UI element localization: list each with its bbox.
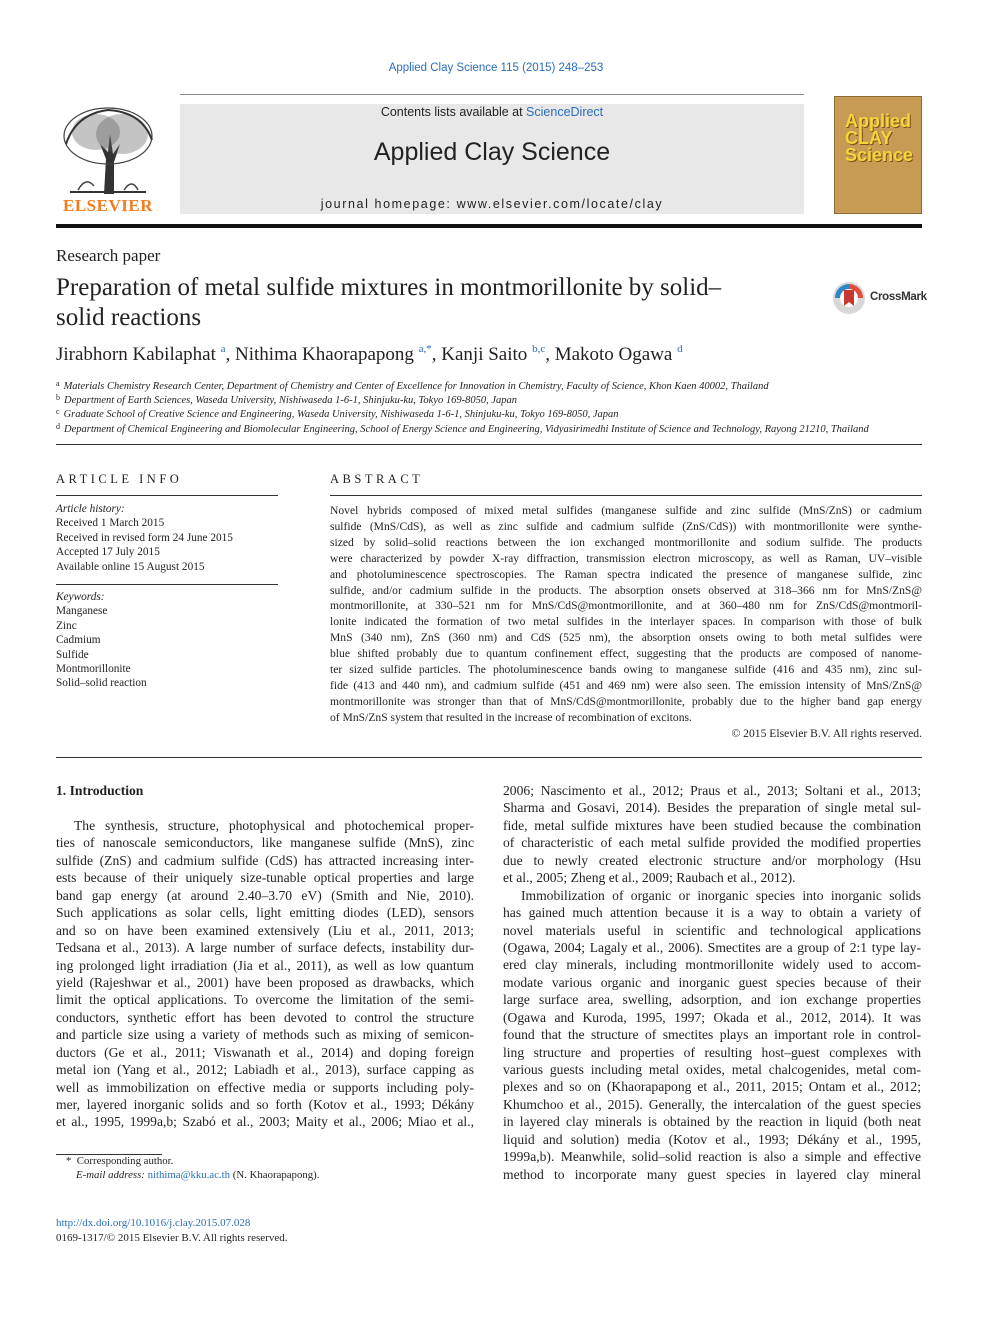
- body-column-right: [503, 782, 921, 1183]
- abstract-line: and photoluminescence spectroscopies. The Raman spectra indicated the presence of manganese sulfide, zinc: [330, 567, 922, 581]
- history-label: Article history:: [56, 503, 125, 515]
- body-line: Khumchoo et al., 2015). Generally, the intercalation of the guest species: [503, 1096, 921, 1112]
- header-thick-rule: [56, 224, 922, 228]
- body-line: ered clay minerals, including montmorillonite widely used to accom-: [503, 957, 921, 973]
- body-line: various guests including metal oxides, metal chalcogenides, metal com-: [503, 1062, 921, 1077]
- body-line: (Ogawa, 2004; Lagaly et al., 2006). Smectites are a group of 2:1 type lay-: [503, 939, 921, 955]
- body-line: well as immobilization on effective media or supports including poly-: [56, 1079, 474, 1095]
- affiliation: [56, 420, 936, 437]
- abstract-line: sized by solid–solid reactions between the ion exchanged montmorillonite and sodium sulfide. The products: [330, 535, 922, 549]
- body-line: and particle size using a variety of methods such as mixing of semicon-: [56, 1027, 474, 1043]
- affiliation-text: Department of Chemical Engineering and Biomolecular Engineering, School of Energy Science and Engineering, Vidyasirimedhi Institute of Science and Technology, Rayong 21210, Thailand: [64, 424, 869, 435]
- body-line: et al., 1995, 1999a,b; Szabó et al., 2003; Maity et al., 2006; Miao et al.,: [56, 1114, 474, 1130]
- contents-available-line: [180, 105, 804, 119]
- abstract-line: montmorillonite, at 330–521 nm for MnS/CdS@montmorillonite, and at 360–480 nm for ZnS/CdS@montmoril-: [330, 599, 922, 613]
- author-name: Jirabhorn Kabilaphat: [56, 344, 216, 365]
- body-line: Such applications as solar cells, light emitting diodes (LED), sensors: [56, 905, 474, 921]
- contents-prefix: Contents lists available at: [380, 105, 527, 119]
- abstract-line: fide (413 and 440 nm), and cadmium sulfide (451 and 469 nm) were also seen. The emission intensity of MnS/ZnS@: [330, 678, 922, 692]
- corresponding-author-note: * Corresponding author.: [66, 1155, 174, 1167]
- article-info-rule: [56, 495, 278, 496]
- body-line: metal ion (Yang et al., 2012; Labiadh et al., 2013), surface capping as: [56, 1062, 474, 1078]
- body-line: (Ogawa and Kuroda, 1995, 1997; Okada et al., 2012, 2014). It was: [503, 1009, 921, 1025]
- keyword: Sulfide: [56, 648, 89, 661]
- keywords-label: Keywords:: [56, 591, 105, 603]
- body-line: sulfide (ZnS) and cadmium sulfide (CdS) has attracted increasing inter-: [56, 852, 474, 868]
- history-item: Received 1 March 2015: [56, 517, 165, 530]
- body-line: and so on have been examined extensively (Liu et al., 2011, 2013;: [56, 922, 474, 938]
- cover-title-line: Science: [845, 145, 914, 165]
- title-line: solid reactions: [56, 304, 202, 331]
- elsevier-wordmark: ELSEVIER: [63, 196, 153, 215]
- body-line: ties of nanoscale semiconductors, like manganese sulfide (MnS), zinc: [56, 835, 474, 851]
- homepage-url[interactable]: www.elsevier.com/locate/clay: [456, 197, 664, 211]
- body-line: 1999a,b). Meanwhile, solid–solid reaction is also a simple and effective: [503, 1149, 921, 1165]
- cover-title-line: Applied: [845, 111, 911, 131]
- body-line: method to incorporate many guest species in layered clay mineral: [503, 1166, 921, 1182]
- doi-link[interactable]: http://dx.doi.org/10.1016/j.clay.2015.07.028: [56, 1217, 251, 1229]
- body-line: has gained much attention because it is a way to obtain a variety of: [503, 905, 921, 921]
- keyword: Zinc: [56, 619, 77, 632]
- author-name: Kanji Saito: [441, 344, 528, 365]
- history-item: Available online 15 August 2015: [56, 560, 205, 573]
- sciencedirect-link[interactable]: ScienceDirect: [526, 105, 604, 119]
- author-list: Jirabhorn Kabilaphat $^a$, Nithima Khaorapapong $^{a,*}$, Kanji Saito $^{b,c}$, Makoto Ogawa $^d$: [56, 343, 683, 365]
- body-line: yield (Rajeshwar et al., 2001) have been proposed as drawbacks, which: [56, 974, 474, 990]
- body-line: limit the optical applications. To overcome the limitation of the semi-: [56, 992, 474, 1008]
- body-line: The synthesis, structure, photophysical and photochemical proper-: [74, 818, 474, 833]
- abstract-copyright: © 2015 Elsevier B.V. All rights reserved.: [731, 726, 922, 740]
- body-line: liquid and solution) media (Kotov et al., 1993; Dékány et al., 1995,: [503, 1131, 921, 1147]
- body-line: found that the structure of smectites plays an important role in control-: [503, 1027, 921, 1043]
- homepage-prefix: journal homepage:: [320, 197, 457, 211]
- body-line: ling structure and properties of resulting host–guest complexes with: [503, 1044, 921, 1060]
- abstract-rule: [330, 495, 922, 496]
- body-line: novel materials useful in scientific and technological applications: [503, 922, 921, 938]
- affiliation-marker: b: [56, 393, 60, 402]
- journal-homepage: [180, 197, 804, 211]
- body-line: large surface area, swelling, adsorption, and ion exchange properties: [503, 992, 921, 1008]
- article-info-heading: ARTICLE INFO: [56, 472, 183, 486]
- affiliation-text: Graduate School of Creative Science and Engineering, Waseda University, Nishiwaseda 1-6-1, Shinjuku-ku, Tokyo 169-8050, Japan: [63, 409, 619, 420]
- author-name: Makoto Ogawa: [554, 344, 673, 365]
- affiliation-marker: d: [56, 422, 60, 431]
- cover-title: [845, 113, 913, 164]
- body-line: due to newly created electronic structure and/or morphology (Hsu: [503, 852, 921, 868]
- author-affil-marker[interactable]: a: [220, 343, 226, 355]
- affiliation-marker: c: [56, 407, 60, 416]
- keyword: Manganese: [56, 605, 108, 618]
- abstract-line: sulfide (MnS/CdS), as well as zinc sulfide and cadmium sulfide (ZnS/CdS)) with montmorillonite were synthe-: [330, 519, 922, 533]
- abstract-line: lonite indicated the formation of two metal sulfides in the interlayer spaces. In comparison with those of bulk: [330, 615, 922, 629]
- body-line: Sharma and Gosavi, 2014). Besides the preparation of single metal sul-: [503, 800, 921, 816]
- body-line: 2006; Nascimento et al., 2012; Praus et al., 2013; Soltani et al., 2013;: [503, 783, 921, 798]
- abstract-line: montmorillonite was stronger than that of MnS/CdS@montmorillonite, probably due to the higher band gap energy: [330, 694, 922, 708]
- header-top-rule: [180, 94, 804, 95]
- body-line: of characteristic of each metal sulfide provided the modified properties: [503, 835, 921, 851]
- abstract-body: [330, 503, 922, 742]
- abstract-line: were characterized by powder X-ray diffraction, transmission electron microscopy, as well as Raman, UV–visible: [330, 551, 922, 565]
- body-line: ests because of their uniquely size-tunable optical properties and large: [56, 870, 474, 886]
- body-line: modate various organic and inorganic guest species because of their: [503, 974, 921, 990]
- keyword: Montmorillonite: [56, 663, 131, 676]
- article-history: [56, 502, 278, 574]
- journal-cover-thumbnail[interactable]: [834, 96, 922, 214]
- body-line: mer, layered inorganic solids and so forth (Kotov et al., 1993; Dékány: [56, 1097, 474, 1112]
- abstract-line: Novel hybrids composed of mixed metal sulfides (manganese sulfide and zinc sulfide (MnS/ZnS) or cadmium: [330, 504, 922, 517]
- abstract-line: ter sized sulfide particles. The photoluminescence bands owing to manganese sulfide (416 and 435 nm), zinc sul-: [330, 663, 922, 677]
- title-line: Preparation of metal sulfide mixtures in montmorillonite by solid–: [56, 274, 722, 301]
- body-line: ductors (Ge et al., 2011; Viswanath et al., 2014) and doping foreign: [56, 1044, 474, 1060]
- article-type: Research paper: [56, 246, 161, 265]
- email-footnote: [56, 1168, 476, 1183]
- email-link[interactable]: nithima@kku.ac.th: [147, 1169, 231, 1181]
- abstract-line: of MnS/ZnS system that resulted in the increase of recombination of excitons.: [330, 710, 692, 724]
- keywords-list: [56, 590, 278, 691]
- body-column-left: [56, 817, 474, 1131]
- email-suffix: (N. Khaorapapong).: [232, 1169, 320, 1181]
- body-line: fide, metal sulfide mixtures have been studied because the combination: [503, 817, 921, 833]
- body-line: plexes and so on (Khaorapapong et al., 2011, 2015; Ontam et al., 2012;: [503, 1079, 921, 1095]
- affiliation-text: Department of Earth Sciences, Waseda University, Nishiwaseda 1-6-1, Shinjuku-ku, Tokyo 169-8050, Japan: [64, 395, 517, 406]
- abstract-line: MnS (340 nm), ZnS (360 nm) and CdS (525 nm), the absorption onsets owing to both metal sulfides were: [330, 631, 922, 645]
- issn-line: 0169-1317/© 2015 Elsevier B.V. All rights reserved.: [56, 1231, 288, 1244]
- abstract-line: blue shifted probably due to quantum confinement effect, suggesting that the products are composed of nanome-: [330, 647, 922, 661]
- elsevier-logo[interactable]: [56, 104, 160, 216]
- history-item: Accepted 17 July 2015: [56, 546, 160, 559]
- author-affil-marker[interactable]: b,c: [532, 343, 546, 355]
- keyword: Solid–solid reaction: [56, 677, 147, 690]
- abstract-heading: ABSTRACT: [330, 472, 424, 486]
- author-affil-marker[interactable]: d: [677, 343, 683, 355]
- elsevier-tree-icon: [56, 104, 160, 196]
- body-line: ing prolonged light irradiation (Jia et al., 2011), as well as low quantum: [56, 957, 474, 973]
- affiliation-bottom-rule: [56, 444, 922, 445]
- history-item: Received in revised form 24 June 2015: [56, 531, 233, 544]
- affiliation-text: Materials Chemistry Research Center, Department of Chemistry and Center of Excellence for Innovation in Chemistry, Faculty of Science, Khon Kaen 40002, Thailand: [63, 381, 769, 392]
- body-line: Tedsana et al., 2013). A large number of surface defects, instability dur-: [56, 940, 474, 956]
- keyword: Cadmium: [56, 634, 101, 647]
- crossmark-icon: [832, 281, 866, 315]
- body-line: in layered clay minerals is obtained by the reaction in liquid (both neat: [503, 1114, 921, 1130]
- abstract-line: sulfide, and/or cadmium sulfide in the products. The absorption onsets observed at 318–366 nm for MnS/ZnS@: [330, 583, 922, 597]
- abstract-bottom-rule: [56, 757, 922, 758]
- body-line: et al., 2005; Zheng et al., 2009; Raubach et al., 2012).: [503, 870, 796, 886]
- body-line: Immobilization of organic or inorganic species into inorganic solids: [521, 887, 921, 903]
- keywords-rule: [56, 584, 278, 585]
- author-affil-marker[interactable]: a,*: [418, 343, 432, 355]
- article-title: [56, 273, 776, 333]
- email-label: E-mail address:: [76, 1169, 145, 1181]
- journal-title: Applied Clay Science: [373, 138, 611, 166]
- crossmark-badge[interactable]: [832, 281, 932, 315]
- body-line: band gap energy (at around 2.40–3.70 eV) (Smith and Nie, 2010).: [56, 887, 474, 903]
- corresponding-label: Corresponding author.: [76, 1155, 174, 1167]
- author-name: Nithima Khaorapapong: [235, 344, 414, 365]
- affiliation-marker: a: [56, 379, 60, 388]
- journal-citation[interactable]: Applied Clay Science 115 (2015) 248–253: [388, 62, 604, 74]
- crossmark-label: CrossMark: [870, 291, 927, 303]
- cover-title-line: CLAY: [845, 128, 893, 148]
- doi-block: [56, 1216, 288, 1245]
- section-heading-introduction: 1. Introduction: [56, 783, 144, 798]
- body-line: conductors, synthetic effort has been devoted to control the structure: [56, 1009, 474, 1025]
